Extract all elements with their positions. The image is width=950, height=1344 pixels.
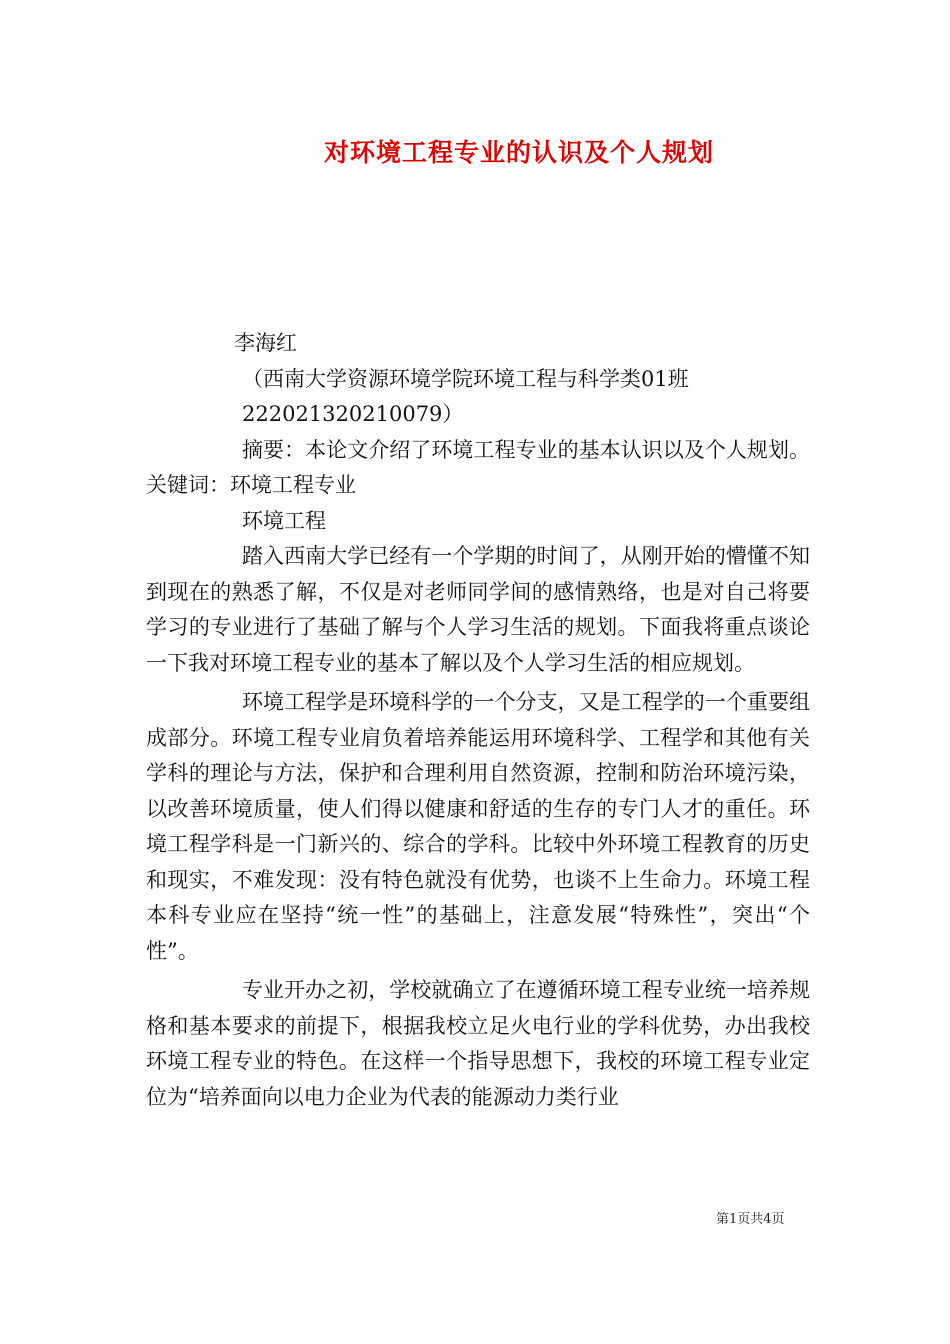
keyword-line: 环境工程: [242, 508, 326, 533]
body-paragraph: 专业开办之初，学校就确立了在遵循环境工程专业统一培养规格和基本要求的前提下，根据我校立足火电行业的学科优势，办出我校环境工程专业的特色。在这样一个指导思想下，我校的环境工程专业定位为“培养面向以电力企业为代表的能源动力类行业: [146, 978, 810, 1109]
body-paragraph: 踏入西南大学已经有一个学期的时间了，从刚开始的懵懂不知到现在的熟悉了解，不仅是对老师同学间的感情熟络，也是对自己将要学习的专业进行了基础了解与个人学习生活的规划。下面我将重点谈论一下我对环境工程专业的基本了解以及个人学习生活的相应规划。: [146, 544, 810, 675]
page-number-footer: 第1页共4页: [716, 1212, 785, 1227]
author-name: 李海红: [234, 331, 297, 355]
body-paragraph: 环境工程学是环境科学的一个分支，又是工程学的一个重要组成部分。环境工程专业肩负着培养能运用环境科学、工程学和其他有关学科的理论与方法，保护和合理利用自然资源，控制和防治环境污染，以改善环境质量，使人们得以健康和舒适的生存的专门人才的重任。环境工程学科是一门新兴的、综合的学科。比较中外环境工程教育的历史和现实，不难发现：没有特色就没有优势，也谈不上生命力。环境工程本科专业应在坚持“统一性”的基础上，注意发展“特殊性”，突出“个性”。: [146, 690, 810, 963]
author-student-id: 222021320210079）: [242, 402, 464, 426]
abstract-paragraph: 摘要：本论文介绍了环境工程专业的基本认识以及个人规划。关键词：环境工程专业: [146, 437, 810, 497]
page-title: 对环境工程专业的认识及个人规划: [323, 138, 714, 167]
author-affiliation: （西南大学资源环境学院环境工程与科学类01班: [242, 366, 689, 391]
document-body: [146, 326, 810, 1115]
